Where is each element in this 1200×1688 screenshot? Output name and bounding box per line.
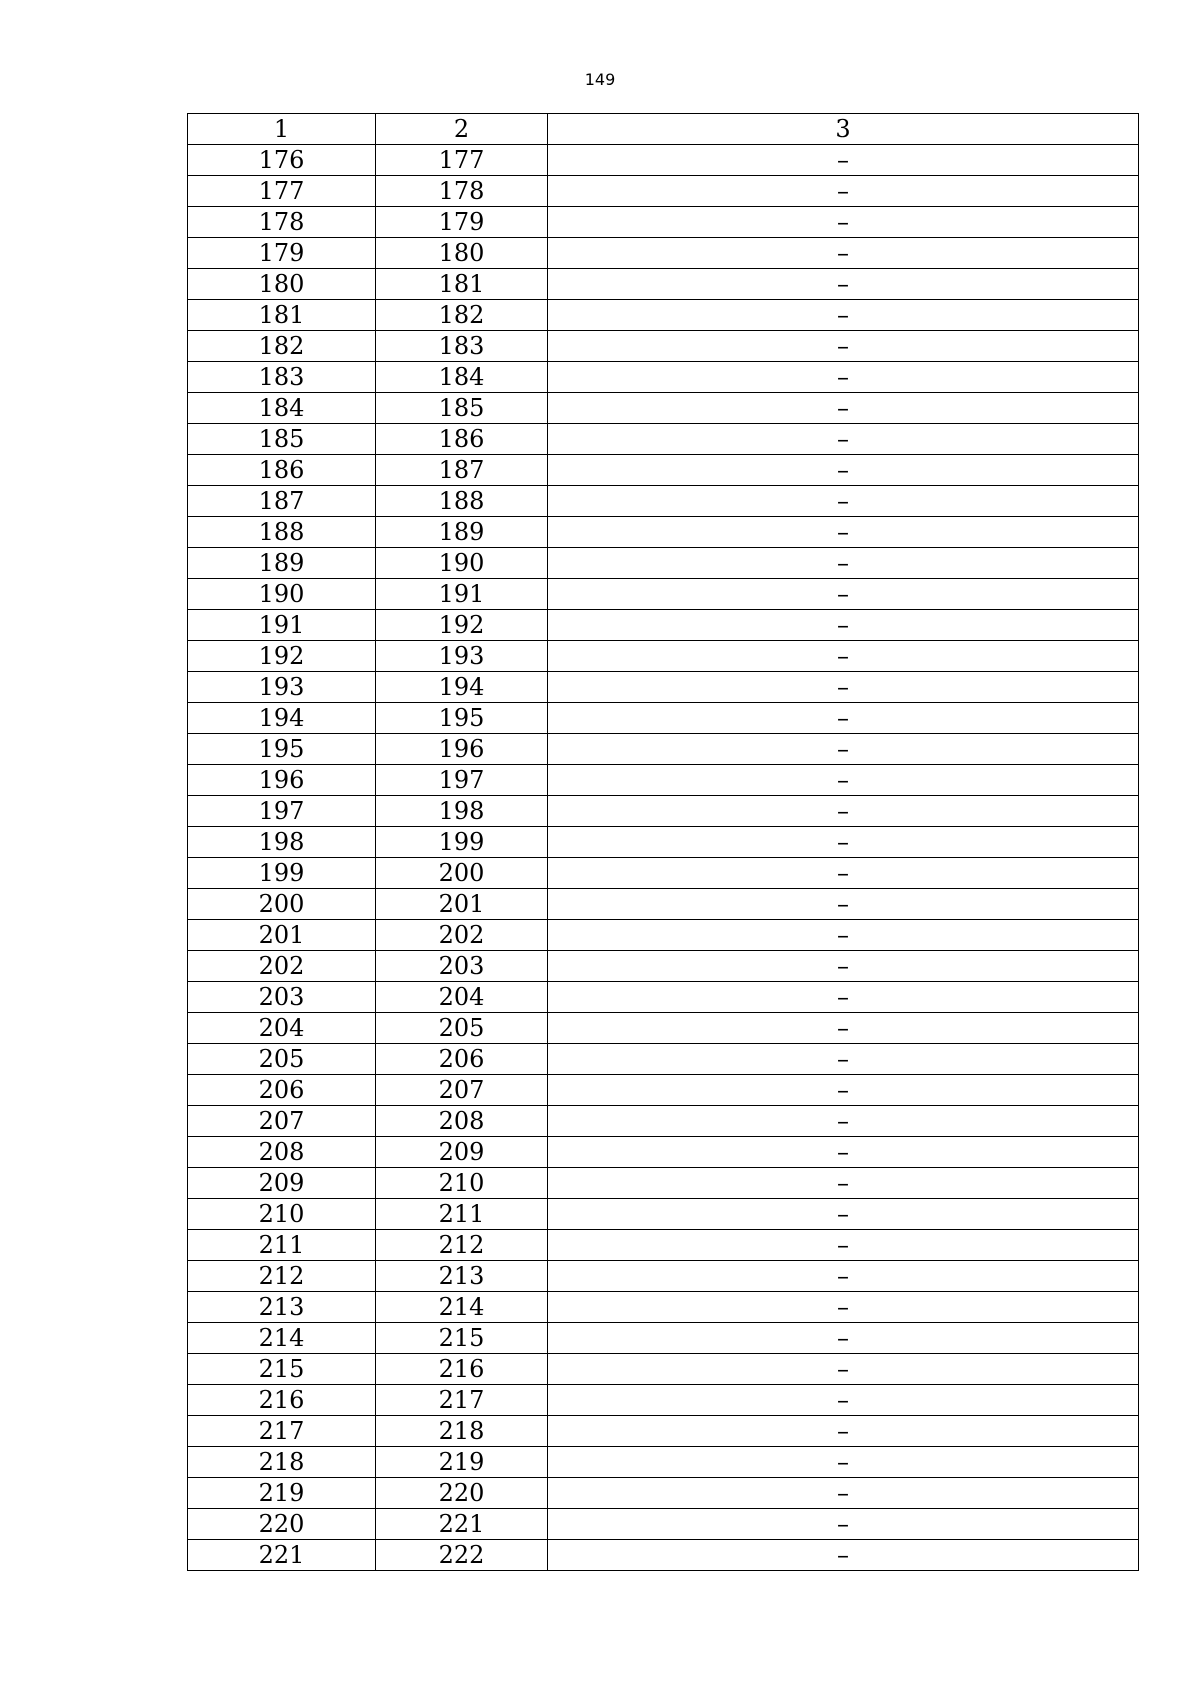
table-cell-col-3: – [548, 827, 1139, 858]
table-cell-col-3: – [548, 765, 1139, 796]
table-row [188, 393, 1139, 424]
table-row [188, 610, 1139, 641]
table-cell-col-1: 181 [188, 300, 376, 331]
table-row [188, 579, 1139, 610]
table-cell-col-3: – [548, 300, 1139, 331]
table-cell-col-1: 212 [188, 1261, 376, 1292]
table-cell-col-2: 183 [376, 331, 548, 362]
table-cell-col-3: – [548, 982, 1139, 1013]
table-cell-col-3: – [548, 1013, 1139, 1044]
table-cell-col-1: 216 [188, 1385, 376, 1416]
table-cell-col-3: – [548, 1168, 1139, 1199]
table-cell-col-3: – [548, 455, 1139, 486]
table-header-row [188, 114, 1139, 145]
table-cell-col-3: – [548, 858, 1139, 889]
table-cell-col-1: 201 [188, 920, 376, 951]
table-cell-col-3: – [548, 951, 1139, 982]
table-row [188, 300, 1139, 331]
table-row [188, 1075, 1139, 1106]
table-cell-col-1: 205 [188, 1044, 376, 1075]
table-cell-col-3: – [548, 1137, 1139, 1168]
table-cell-col-3: – [548, 1261, 1139, 1292]
table-row [188, 889, 1139, 920]
table-row [188, 145, 1139, 176]
table-row [188, 1013, 1139, 1044]
table-cell-col-1: 217 [188, 1416, 376, 1447]
table-cell-col-1: 182 [188, 331, 376, 362]
table-row [188, 238, 1139, 269]
table-cell-col-1: 208 [188, 1137, 376, 1168]
table-cell-col-3: – [548, 1416, 1139, 1447]
table-cell-col-3: – [548, 796, 1139, 827]
table-cell-col-1: 211 [188, 1230, 376, 1261]
table-row [188, 641, 1139, 672]
table-cell-col-3: – [548, 1323, 1139, 1354]
table-cell-col-3: – [548, 1540, 1139, 1571]
table-row [188, 1478, 1139, 1509]
table-cell-col-1: 213 [188, 1292, 376, 1323]
table-body [188, 114, 1139, 1571]
table-cell-col-2: 215 [376, 1323, 548, 1354]
table-cell-col-3: – [548, 207, 1139, 238]
table-row [188, 424, 1139, 455]
table-row [188, 331, 1139, 362]
table-cell-col-3: – [548, 145, 1139, 176]
table-cell-col-3: – [548, 424, 1139, 455]
table-cell-col-2: 184 [376, 362, 548, 393]
table-row [188, 548, 1139, 579]
column-header-2: 2 [376, 114, 548, 145]
table-row [188, 1323, 1139, 1354]
table-cell-col-2: 192 [376, 610, 548, 641]
table-cell-col-3: – [548, 1385, 1139, 1416]
table-cell-col-1: 197 [188, 796, 376, 827]
column-header-3: 3 [548, 114, 1139, 145]
table-cell-col-1: 215 [188, 1354, 376, 1385]
table-cell-col-2: 188 [376, 486, 548, 517]
table-cell-col-1: 207 [188, 1106, 376, 1137]
table-row [188, 1168, 1139, 1199]
table-cell-col-2: 206 [376, 1044, 548, 1075]
table-cell-col-3: – [548, 1106, 1139, 1137]
table-row [188, 517, 1139, 548]
table-cell-col-3: – [548, 548, 1139, 579]
table-cell-col-2: 180 [376, 238, 548, 269]
table-row [188, 1106, 1139, 1137]
table-cell-col-3: – [548, 1292, 1139, 1323]
table-cell-col-1: 219 [188, 1478, 376, 1509]
table-cell-col-1: 195 [188, 734, 376, 765]
table-cell-col-1: 218 [188, 1447, 376, 1478]
table-cell-col-3: – [548, 672, 1139, 703]
table-cell-col-2: 179 [376, 207, 548, 238]
table-cell-col-3: – [548, 641, 1139, 672]
table-row [188, 858, 1139, 889]
table-cell-col-2: 209 [376, 1137, 548, 1168]
table-cell-col-2: 178 [376, 176, 548, 207]
table-cell-col-2: 190 [376, 548, 548, 579]
table-cell-col-1: 191 [188, 610, 376, 641]
table-cell-col-2: 222 [376, 1540, 548, 1571]
table-cell-col-2: 198 [376, 796, 548, 827]
table-cell-col-1: 198 [188, 827, 376, 858]
table-cell-col-1: 190 [188, 579, 376, 610]
table-row [188, 1292, 1139, 1323]
table-cell-col-1: 210 [188, 1199, 376, 1230]
table-cell-col-2: 201 [376, 889, 548, 920]
table-row [188, 455, 1139, 486]
table-cell-col-1: 187 [188, 486, 376, 517]
table-cell-col-3: – [548, 610, 1139, 641]
table-cell-col-1: 203 [188, 982, 376, 1013]
table-row [188, 796, 1139, 827]
table-cell-col-3: – [548, 393, 1139, 424]
table-cell-col-2: 196 [376, 734, 548, 765]
table-cell-col-1: 184 [188, 393, 376, 424]
table-cell-col-1: 194 [188, 703, 376, 734]
table-cell-col-1: 185 [188, 424, 376, 455]
table-cell-col-2: 182 [376, 300, 548, 331]
table-cell-col-2: 177 [376, 145, 548, 176]
table-cell-col-2: 186 [376, 424, 548, 455]
table-row [188, 1354, 1139, 1385]
table-cell-col-1: 186 [188, 455, 376, 486]
table-cell-col-2: 217 [376, 1385, 548, 1416]
table-cell-col-2: 205 [376, 1013, 548, 1044]
table-row [188, 1447, 1139, 1478]
table-cell-col-2: 219 [376, 1447, 548, 1478]
table-cell-col-2: 208 [376, 1106, 548, 1137]
table-cell-col-2: 214 [376, 1292, 548, 1323]
table-cell-col-1: 180 [188, 269, 376, 300]
table-cell-col-1: 221 [188, 1540, 376, 1571]
table-cell-col-3: – [548, 1199, 1139, 1230]
table-cell-col-2: 193 [376, 641, 548, 672]
column-header-1: 1 [188, 114, 376, 145]
table-row [188, 1509, 1139, 1540]
table-cell-col-1: 183 [188, 362, 376, 393]
table-cell-col-2: 199 [376, 827, 548, 858]
table-cell-col-3: – [548, 486, 1139, 517]
table-row [188, 827, 1139, 858]
table-cell-col-1: 202 [188, 951, 376, 982]
table-row [188, 362, 1139, 393]
table-row [188, 982, 1139, 1013]
table-cell-col-3: – [548, 269, 1139, 300]
page-number: 149 [584, 70, 616, 89]
table-cell-col-1: 178 [188, 207, 376, 238]
table-cell-col-3: – [548, 1447, 1139, 1478]
table-cell-col-1: 176 [188, 145, 376, 176]
table-cell-col-1: 204 [188, 1013, 376, 1044]
table-cell-col-3: – [548, 1478, 1139, 1509]
table-row [188, 1261, 1139, 1292]
table-row [188, 1230, 1139, 1261]
table-cell-col-1: 214 [188, 1323, 376, 1354]
table-cell-col-1: 192 [188, 641, 376, 672]
table-row [188, 207, 1139, 238]
table-cell-col-2: 197 [376, 765, 548, 796]
table-row [188, 672, 1139, 703]
table-cell-col-3: – [548, 1044, 1139, 1075]
table-cell-col-3: – [548, 579, 1139, 610]
table-cell-col-1: 177 [188, 176, 376, 207]
data-table [187, 113, 1139, 1571]
table-cell-col-2: 207 [376, 1075, 548, 1106]
table-cell-col-2: 187 [376, 455, 548, 486]
table-cell-col-1: 193 [188, 672, 376, 703]
table-row [188, 486, 1139, 517]
table-cell-col-1: 209 [188, 1168, 376, 1199]
table-cell-col-1: 199 [188, 858, 376, 889]
table-row [188, 1044, 1139, 1075]
table-cell-col-3: – [548, 889, 1139, 920]
table-cell-col-2: 200 [376, 858, 548, 889]
table-cell-col-3: – [548, 1354, 1139, 1385]
table-row [188, 1137, 1139, 1168]
table-cell-col-1: 220 [188, 1509, 376, 1540]
table-cell-col-2: 213 [376, 1261, 548, 1292]
table-cell-col-3: – [548, 238, 1139, 269]
table-cell-col-2: 218 [376, 1416, 548, 1447]
table-row [188, 920, 1139, 951]
table-row [188, 176, 1139, 207]
table-cell-col-1: 179 [188, 238, 376, 269]
table-cell-col-1: 188 [188, 517, 376, 548]
table-cell-col-2: 195 [376, 703, 548, 734]
table-cell-col-2: 216 [376, 1354, 548, 1385]
table-cell-col-1: 189 [188, 548, 376, 579]
table-row [188, 765, 1139, 796]
table-cell-col-2: 191 [376, 579, 548, 610]
table-row [188, 734, 1139, 765]
table-cell-col-2: 220 [376, 1478, 548, 1509]
table-cell-col-1: 196 [188, 765, 376, 796]
table-cell-col-3: – [548, 176, 1139, 207]
table-cell-col-3: – [548, 517, 1139, 548]
table-cell-col-3: – [548, 1230, 1139, 1261]
table-cell-col-2: 185 [376, 393, 548, 424]
table-cell-col-2: 212 [376, 1230, 548, 1261]
table-row [188, 703, 1139, 734]
table-cell-col-2: 189 [376, 517, 548, 548]
table-row [188, 1416, 1139, 1447]
table-cell-col-2: 211 [376, 1199, 548, 1230]
table-cell-col-3: – [548, 920, 1139, 951]
table-cell-col-3: – [548, 1509, 1139, 1540]
table-cell-col-2: 221 [376, 1509, 548, 1540]
table-cell-col-3: – [548, 734, 1139, 765]
table-row [188, 1199, 1139, 1230]
table-cell-col-2: 202 [376, 920, 548, 951]
table-cell-col-3: – [548, 1075, 1139, 1106]
table-cell-col-2: 181 [376, 269, 548, 300]
table-cell-col-2: 203 [376, 951, 548, 982]
table-row [188, 269, 1139, 300]
table-cell-col-1: 200 [188, 889, 376, 920]
table-cell-col-2: 204 [376, 982, 548, 1013]
table-row [188, 1540, 1139, 1571]
table-row [188, 1385, 1139, 1416]
table-cell-col-1: 206 [188, 1075, 376, 1106]
table-cell-col-2: 194 [376, 672, 548, 703]
table-row [188, 951, 1139, 982]
table-cell-col-3: – [548, 362, 1139, 393]
table-cell-col-2: 210 [376, 1168, 548, 1199]
table-cell-col-3: – [548, 703, 1139, 734]
table-cell-col-3: – [548, 331, 1139, 362]
